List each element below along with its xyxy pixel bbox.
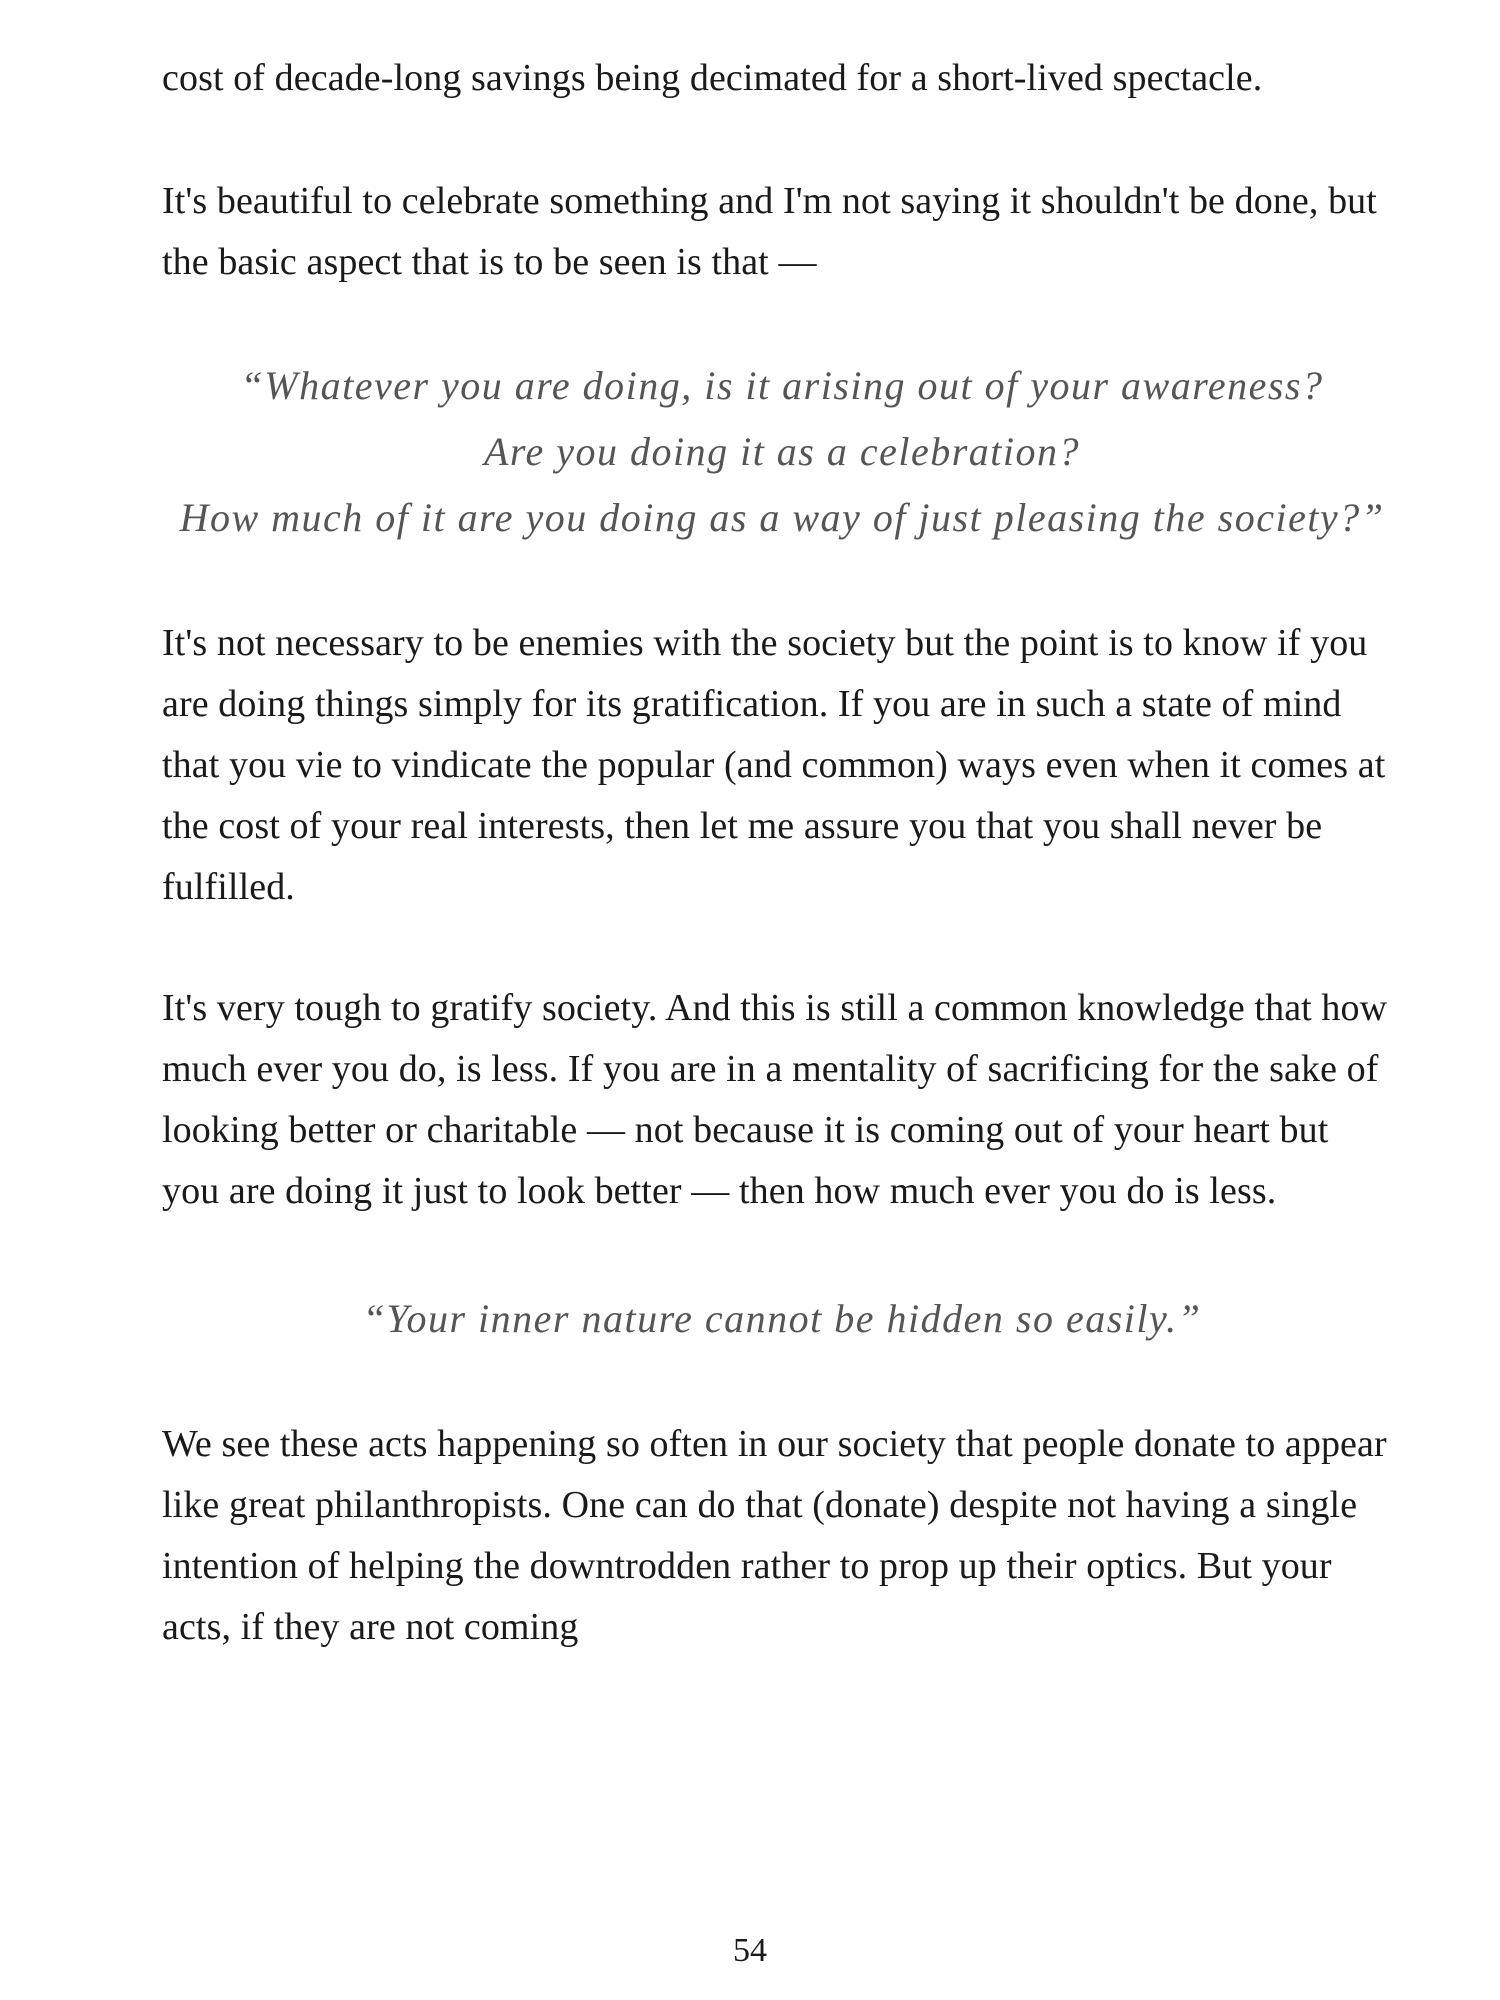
paragraph-5: We see these acts happening so often in our society that people donate to appear like great philanthropists. One can do that (donate) despite not having a single intention of helping the downtrodden rather to prop up their optics. But your acts, if they are not coming — [162, 1423, 1387, 1648]
pull-quote-inner-nature: “Your inner nature cannot be hidden so easily.” — [362, 1296, 1202, 1341]
page-number: 54 — [733, 1932, 767, 1969]
quote-line-1: “Whatever you are doing, is it arising out of your awareness? — [240, 363, 1324, 408]
paragraph-2: It's beautiful to celebrate something and I'm not saying it shouldn't be done, but the basic aspect that is to be seen is that — — [162, 180, 1377, 283]
paragraph-4: It's very tough to gratify society. And this is still a common knowledge that how much ever you do, is less. If you are in a mentality of sacrificing for the sake of looking better or charitable — not because it is coming out of your heart but you are doing it just to look better — then how much ever you do is less. — [162, 987, 1388, 1212]
quote-line-2: Are you doing it as a celebration? — [483, 429, 1081, 474]
paragraph-1: cost of decade-long savings being decimated for a short-lived spectacle. — [162, 57, 1263, 99]
pull-quote-awareness — [162, 353, 1392, 551]
paragraph-3: It's not necessary to be enemies with the society but the point is to know if you are doing things simply for its gratification. If you are in such a state of mind that you vie to vindicate the popular (and common) ways even when it comes at the cost of your real interests, then let me assure you that you shall never be fulfilled. — [162, 622, 1386, 908]
quote-line-3: How much of it are you doing as a way of just pleasing the society?” — [179, 495, 1385, 540]
page-body — [162, 48, 1392, 1658]
